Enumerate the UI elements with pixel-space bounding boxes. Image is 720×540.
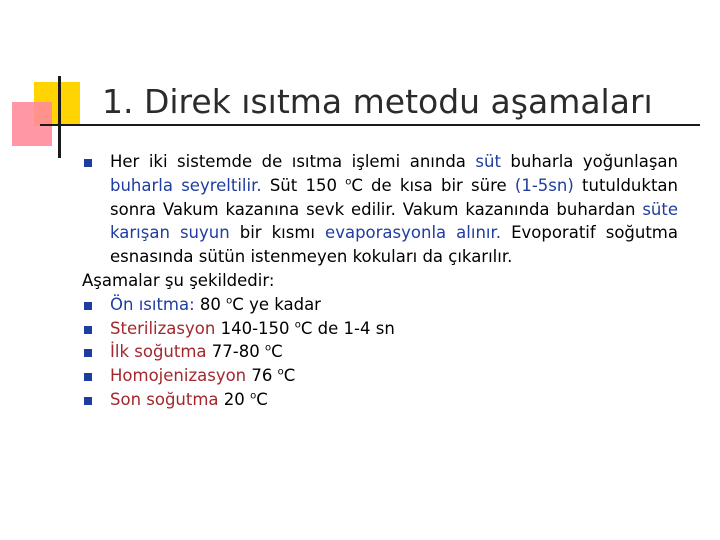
list-item (110, 293, 678, 317)
slide-body (82, 150, 678, 412)
list-item (110, 364, 678, 388)
para-highlight: (1-5sn) (514, 175, 574, 195)
stage-value: C (256, 389, 268, 409)
list-item (110, 388, 678, 412)
stage-name: İlk soğutma (110, 342, 207, 362)
para-highlight: evaporasyonla alınır. (325, 223, 502, 243)
para-highlight: buharla seyreltilir. (110, 175, 262, 195)
para-text: Evoporatif soğutma esnasında sütün istenmeyen kokuları da çıkarılır. (110, 223, 678, 267)
degree-superscript: o (294, 319, 301, 331)
stage-value: 80 (194, 294, 227, 314)
stage-value: C de 1-4 sn (300, 318, 395, 338)
para-text: tutulduktan sonra Vakum kazanına sevk edilir. Vakum kazanında buhardan (110, 175, 678, 219)
bullet-icon (84, 349, 92, 357)
degree-superscript: o (226, 295, 233, 307)
bullet-icon (84, 326, 92, 334)
para-highlight: süt (475, 152, 501, 171)
stage-value: 140-150 (215, 318, 295, 338)
stage-value: 76 (246, 366, 278, 386)
para-text: C de kısa bir süre (351, 175, 515, 195)
bullet-icon (84, 373, 92, 381)
stage-value: C ye kadar (232, 294, 321, 314)
list-item (110, 340, 678, 364)
stage-name: Ön ısıtma: (110, 294, 195, 314)
degree-superscript: o (264, 342, 272, 354)
bullet-icon (84, 159, 92, 167)
stages-list (82, 293, 678, 412)
stage-value: C (271, 342, 283, 362)
stage-name: Homojenizasyon (110, 366, 247, 386)
bullet-icon (84, 302, 92, 310)
para-text: Her iki sistemde de ısıtma işlemi anında (110, 152, 476, 171)
degree-superscript: o (277, 366, 284, 378)
stage-value: 20 (218, 389, 251, 409)
stages-intro: Aşamalar şu şekildedir: (82, 270, 275, 290)
slide-title: 1. Direk ısıtma metodu aşamaları (102, 82, 653, 121)
degree-superscript: o (345, 176, 352, 188)
stage-value: 77-80 (206, 342, 265, 362)
stage-value: C (283, 366, 296, 386)
para-text: buharla yoğunlaşan (500, 152, 678, 171)
title-divider (40, 124, 700, 126)
bullet-icon (84, 397, 92, 405)
para-highlight: süte karışan suyun (110, 199, 678, 243)
para-text: Süt 150 (261, 175, 346, 195)
degree-superscript: o (250, 390, 257, 402)
list-item (110, 317, 678, 341)
para-text: bir kısmı (229, 223, 326, 243)
logo-vertical-line (58, 76, 61, 158)
intro-paragraph (110, 150, 678, 269)
stage-name: Son soğutma (110, 389, 219, 409)
stage-name: Sterilizasyon (110, 318, 216, 338)
